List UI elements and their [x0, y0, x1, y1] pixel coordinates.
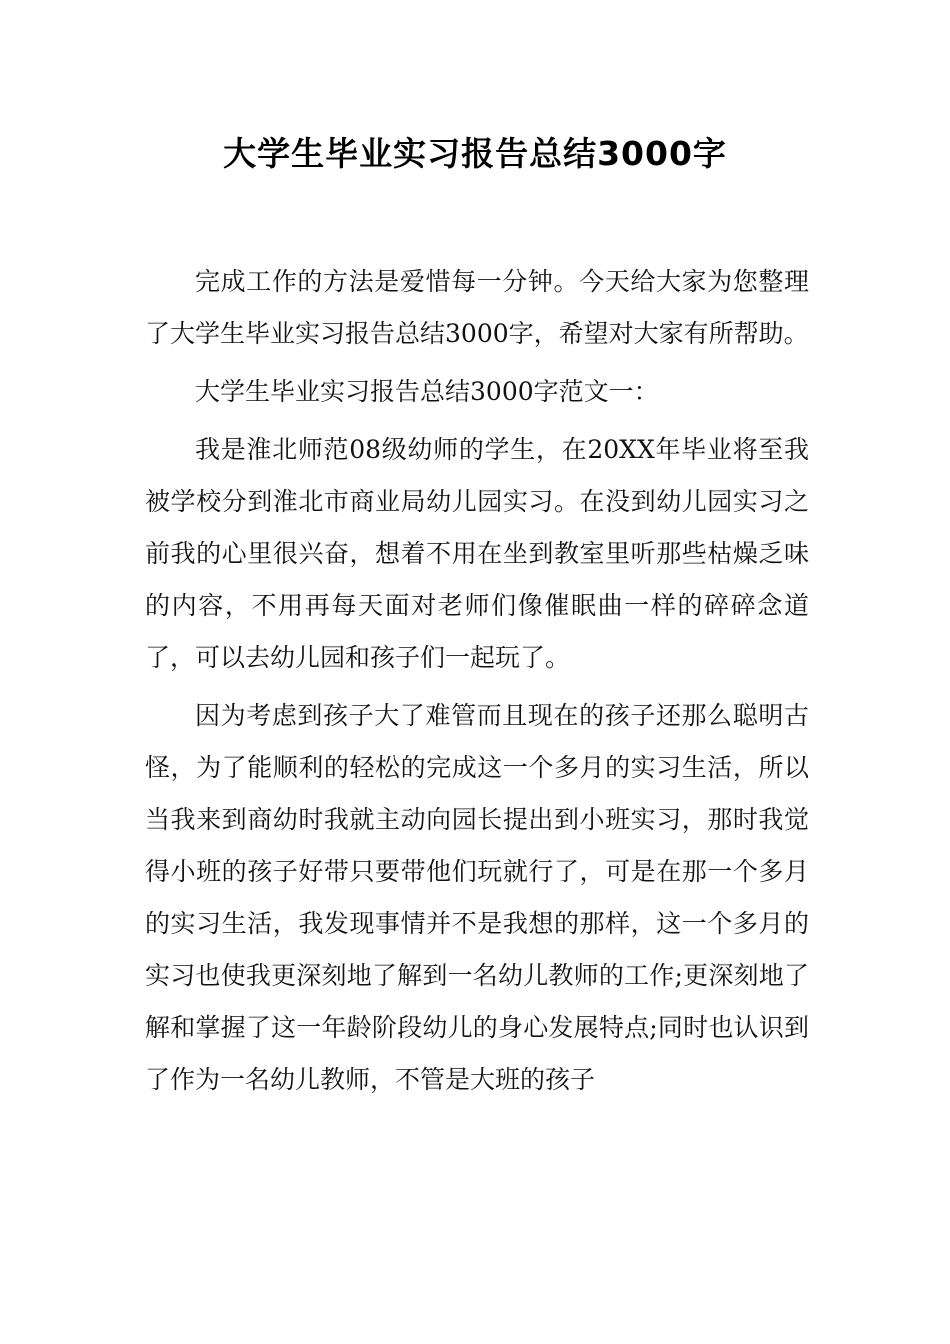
- paragraph-intro: 完成工作的方法是爱惜每一分钟。今天给大家为您整理了大学生毕业实习报告总结3000字，希望对大家有所帮助。: [145, 267, 809, 348]
- paragraph-1: 我是淮北师范08级幼师的学生，在20XX年毕业将至我被学校分到淮北市商业局幼儿园实习。在没到幼儿园实习之前我的心里很兴奋，想着不用在坐到教室里听那些枯燥乏味的内容，不用再每天面对老师们像催眠曲一样的碎碎念道了，可以去幼儿园和孩子们一起玩了。: [145, 435, 809, 672]
- paragraph-2: 因为考虑到孩子大了难管而且现在的孩子还那么聪明古怪，为了能顺利的轻松的完成这一个多月的实习生活，所以当我来到商幼时我就主动向园长提出到小班实习，那时我觉得小班的孩子好带只要带他们玩就行了，可是在那一个多月的实习生活，我发现事情并不是我想的那样，这一个多月的实习也使我更深刻地了解到一名幼儿教师的工作;更深刻地了解和掌握了这一年龄阶段幼儿的身心发展特点;同时也认识到了作为一名幼儿教师，不管是大班的孩子: [145, 701, 809, 1094]
- document-body: [145, 256, 809, 1112]
- paragraph-sample-heading: 大学生毕业实习报告总结3000字范文一：: [195, 377, 659, 406]
- document-title: 大学生毕业实习报告总结3000字: [223, 134, 727, 173]
